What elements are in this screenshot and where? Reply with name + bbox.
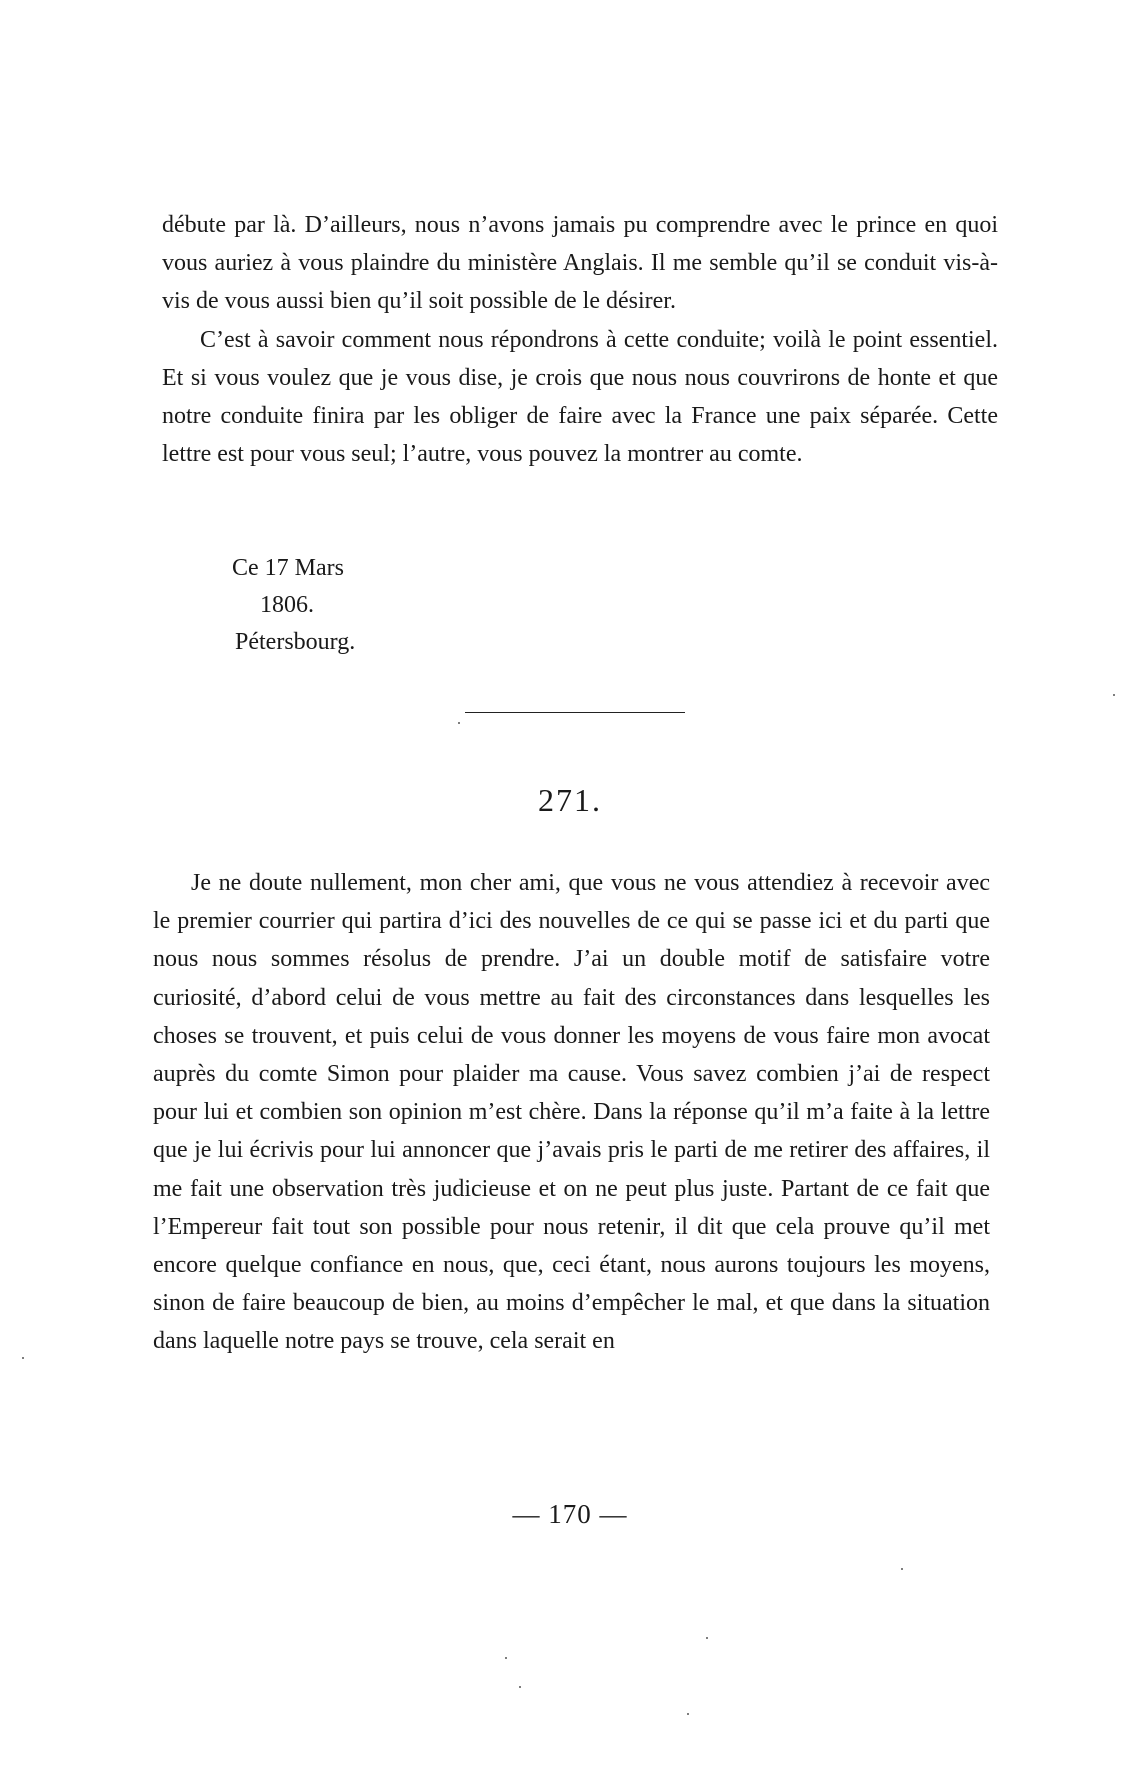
- ink-speck: [706, 1637, 708, 1639]
- ink-speck: [22, 1357, 24, 1359]
- letter-signoff: [232, 550, 355, 661]
- paragraph-continuation: débute par là. D’ailleurs, nous n’avons jamais pu comprendre avec le prince en quoi vous auriez à vous plaindre du ministère Anglais. Il me semble qu’il se conduit vis-à-vis de vous aussi bien qu’il soit possible de le désirer.: [162, 212, 998, 315]
- page-number: — 170 —: [512, 1499, 628, 1529]
- ink-speck: [519, 1686, 521, 1688]
- letter-270-ending: [162, 206, 998, 473]
- signoff-place: Pétersbourg.: [235, 629, 356, 655]
- ink-speck: [1113, 694, 1115, 696]
- letter-number-heading: 271.: [538, 782, 602, 818]
- ink-speck: [687, 1713, 689, 1715]
- signoff-year: 1806.: [260, 592, 314, 618]
- paragraph-main: Je ne doute nullement, mon cher ami, que vous ne vous attendiez à recevoir avec le premier courrier qui partira d’ici des nouvelles de ce qui se passe ici et du parti que nous nous sommes résolus de prendre. J’ai un double motif de satisfaire votre curiosité, d’abord celui de vous mettre au fait des circonstances dans lesquelles les choses se trouvent, et puis celui de vous donner les moyens de vous faire mon avocat auprès du comte Simon pour plaider ma cause. Vous savez combien j’ai de respect pour lui et combien son opinion m’est chère. Dans la réponse qu’il m’a faite à la lettre que je lui écrivis pour lui annoncer que j’avais pris le parti de me retirer des affaires, il me fait une observation très judicieuse et on ne peut plus juste. Partant de ce fait que l’Empereur fait tout son possible pour nous retenir, il dit que cela prouve qu’il met encore quelque confiance en nous, que, ceci étant, nous aurons toujours les moyens, sinon de faire beaucoup de bien, au moins d’empêcher le mal, et que dans la situation dans laquelle notre pays se trouve, cela serait en: [153, 870, 990, 1355]
- letter-271-body: [153, 864, 990, 1361]
- ink-speck: [901, 1568, 903, 1570]
- section-divider: [465, 712, 685, 713]
- ink-speck: [505, 1657, 507, 1659]
- ink-speck: [458, 722, 460, 724]
- signoff-date: Ce 17 Mars: [232, 555, 344, 581]
- paragraph-closing: C’est à savoir comment nous répondrons à cette conduite; voilà le point essentiel. Et si vous voulez que je vous dise, je crois que nous nous couvrirons de honte et que notre conduite finira par les obliger de faire avec la France une paix séparée. Cette lettre est pour vous seul; l’autre, vous pouvez la montrer au comte.: [162, 326, 998, 468]
